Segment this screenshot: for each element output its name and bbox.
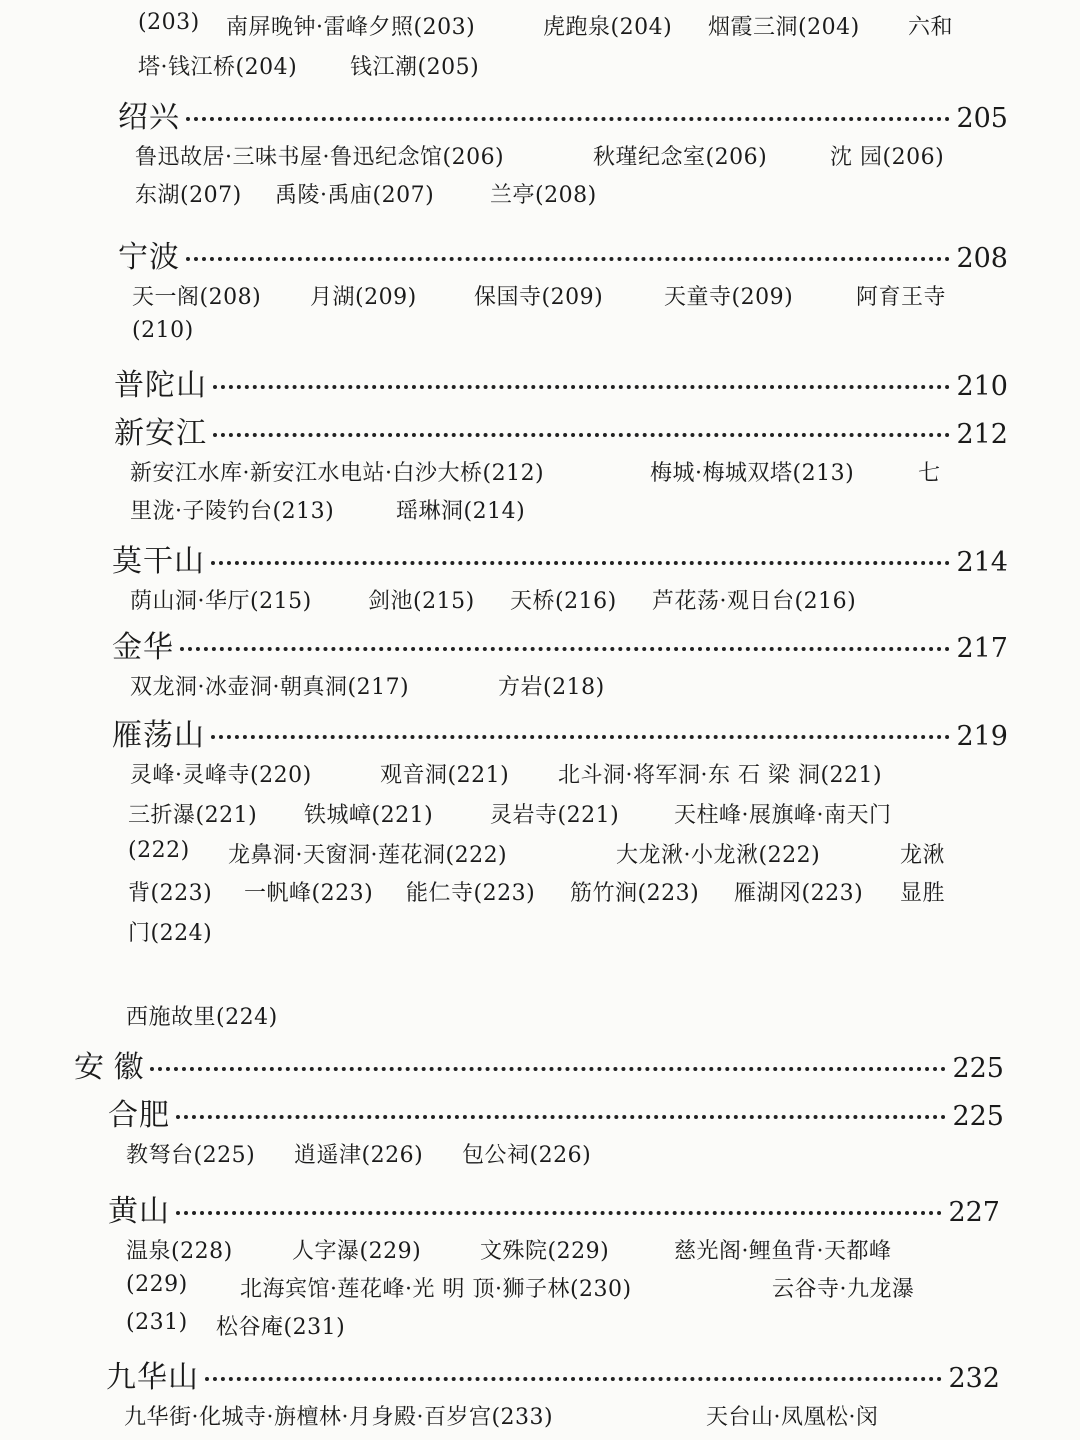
list-item: 龙鼻洞·天窗洞·莲花洞(222) [228,843,508,868]
list-item: 塔·钱江桥(204) [138,55,298,80]
list-item: 北斗洞·将军洞·东 石 梁 洞(221) [558,763,883,788]
page-number: 212 [956,419,1008,450]
toc-entry-xinanjiang[interactable] [114,408,1008,452]
list-item: 能仁寺(223) [406,881,536,906]
entry-title: 九华山 [106,1360,199,1395]
list-item: 七 [918,461,941,486]
page-number: 225 [952,1101,1004,1132]
entry-title: 绍兴 [118,100,180,135]
section-title: 安 徽 [74,1050,144,1085]
list-item: 沈 园(206) [830,145,945,170]
list-item: 荫山洞·华厅(215) [130,589,312,614]
list-item: 钱江潮(205) [350,55,480,80]
list-item: 铁城嶂(221) [304,803,434,828]
list-item: 教弩台(225) [126,1143,256,1168]
list-item: 里泷·子陵钓台(213) [130,499,335,524]
list-item: 龙湫 [900,843,946,868]
list-item: 梅城·梅城双塔(213) [650,461,855,486]
entry-title: 普陀山 [114,368,207,403]
list-item: 南屏晚钟·雷峰夕照(203) [226,15,476,40]
list-item: 秋瑾纪念室(206) [593,145,768,170]
entry-title: 黄山 [108,1194,170,1229]
dot-leader [150,1067,947,1071]
page-number: 232 [948,1363,1000,1394]
page-number: 219 [956,721,1008,752]
dot-leader [213,433,950,437]
dot-leader [213,385,950,389]
list-item: 文殊院(229) [480,1239,610,1264]
list-item: 月湖(209) [310,285,417,310]
page-number: 214 [956,547,1008,578]
list-item: 包公祠(226) [462,1143,592,1168]
list-item: 松谷庵(231) [216,1315,346,1340]
list-item: 天柱峰·展旗峰·南天门 [674,803,892,828]
toc-entry-ningbo[interactable] [118,232,1008,276]
list-item: 三折瀑(221) [128,803,258,828]
list-item: 北海宾馆·莲花峰·光 明 顶·狮子林(230) [240,1277,632,1302]
list-item: 瑶琳洞(214) [396,499,526,524]
list-item: 雁湖冈(223) [734,881,864,906]
dot-leader [186,117,950,121]
list-item: (231) [126,1310,188,1335]
list-item: 六和 [908,15,954,40]
page-number: 210 [956,371,1008,402]
list-item: 慈光阁·鲤鱼背·天都峰 [674,1239,892,1264]
list-item: 观音洞(221) [380,763,510,788]
list-item: 双龙洞·冰壶洞·朝真洞(217) [130,675,410,700]
list-item: 筋竹涧(223) [570,881,700,906]
entry-title: 莫干山 [112,544,205,579]
dot-leader [211,735,950,739]
list-item: 门(224) [128,921,213,946]
list-item: 天桥(216) [510,589,617,614]
list-item: 温泉(228) [126,1239,233,1264]
dot-leader [180,647,950,651]
toc-entry-putuoshan[interactable] [114,360,1008,404]
list-item: 天台山·凤凰松·闵 [706,1405,879,1430]
list-item: 方岩(218) [498,675,605,700]
dot-leader [176,1115,946,1119]
toc-entry-jiuhuashan[interactable] [106,1352,1000,1396]
list-item: 阿育王寺 [856,285,947,310]
list-item: 天一阁(208) [132,285,262,310]
list-item: 烟霞三洞(204) [708,15,860,40]
page-number: 227 [948,1197,1000,1228]
entry-title: 金华 [112,630,174,665]
toc-entry-anhui[interactable] [74,1042,1004,1086]
list-item: (222) [128,838,190,863]
page-number: 205 [956,103,1008,134]
entry-title: 合肥 [108,1098,170,1133]
list-item: 虎跑泉(204) [543,15,673,40]
page-number: 217 [956,633,1008,664]
list-item: 保国寺(209) [474,285,604,310]
list-item: 灵岩寺(221) [490,803,620,828]
list-item: 逍遥津(226) [294,1143,424,1168]
list-item: 人字瀑(229) [292,1239,422,1264]
list-item: 云谷寺·九龙瀑 [772,1277,915,1302]
list-item: 东湖(207) [135,183,242,208]
list-item: 芦花荡·观日台(216) [652,589,857,614]
entry-title: 宁波 [118,240,180,275]
dot-leader [211,561,950,565]
toc-entry-hefei[interactable] [108,1090,1004,1134]
toc-entry-shaoxing[interactable] [118,92,1008,136]
dot-leader [205,1377,942,1381]
page-number: 225 [952,1053,1004,1084]
list-item: 一帆峰(223) [244,881,374,906]
toc-entry-huangshan[interactable] [108,1186,1000,1230]
list-item: (203) [138,10,200,35]
page-number: 208 [956,243,1008,274]
list-item: (229) [126,1272,188,1297]
list-item: 九华街·化城寺·旃檀林·月身殿·百岁宫(233) [124,1405,554,1430]
list-item: (210) [132,318,194,343]
toc-entry-moganshan[interactable] [112,536,1008,580]
list-item: 新安江水库·新安江水电站·白沙大桥(212) [130,461,545,486]
list-item: 禹陵·禹庙(207) [275,183,435,208]
dot-leader [186,257,950,261]
list-item: 鲁迅故居·三味书屋·鲁迅纪念馆(206) [135,145,505,170]
list-item: 西施故里(224) [126,1005,278,1030]
entry-title: 雁荡山 [112,718,205,753]
list-item: 天童寺(209) [664,285,794,310]
list-item: 大龙湫·小龙湫(222) [616,843,821,868]
list-item: 剑池(215) [368,589,475,614]
toc-entry-jinhua[interactable] [112,622,1008,666]
entry-title: 新安江 [114,416,207,451]
list-item: 背(223) [128,881,213,906]
toc-entry-yandangshan[interactable] [112,710,1008,754]
list-item: 灵峰·灵峰寺(220) [130,763,312,788]
dot-leader [176,1211,942,1215]
list-item: 兰亭(208) [490,183,597,208]
list-item: 显胜 [900,881,946,906]
